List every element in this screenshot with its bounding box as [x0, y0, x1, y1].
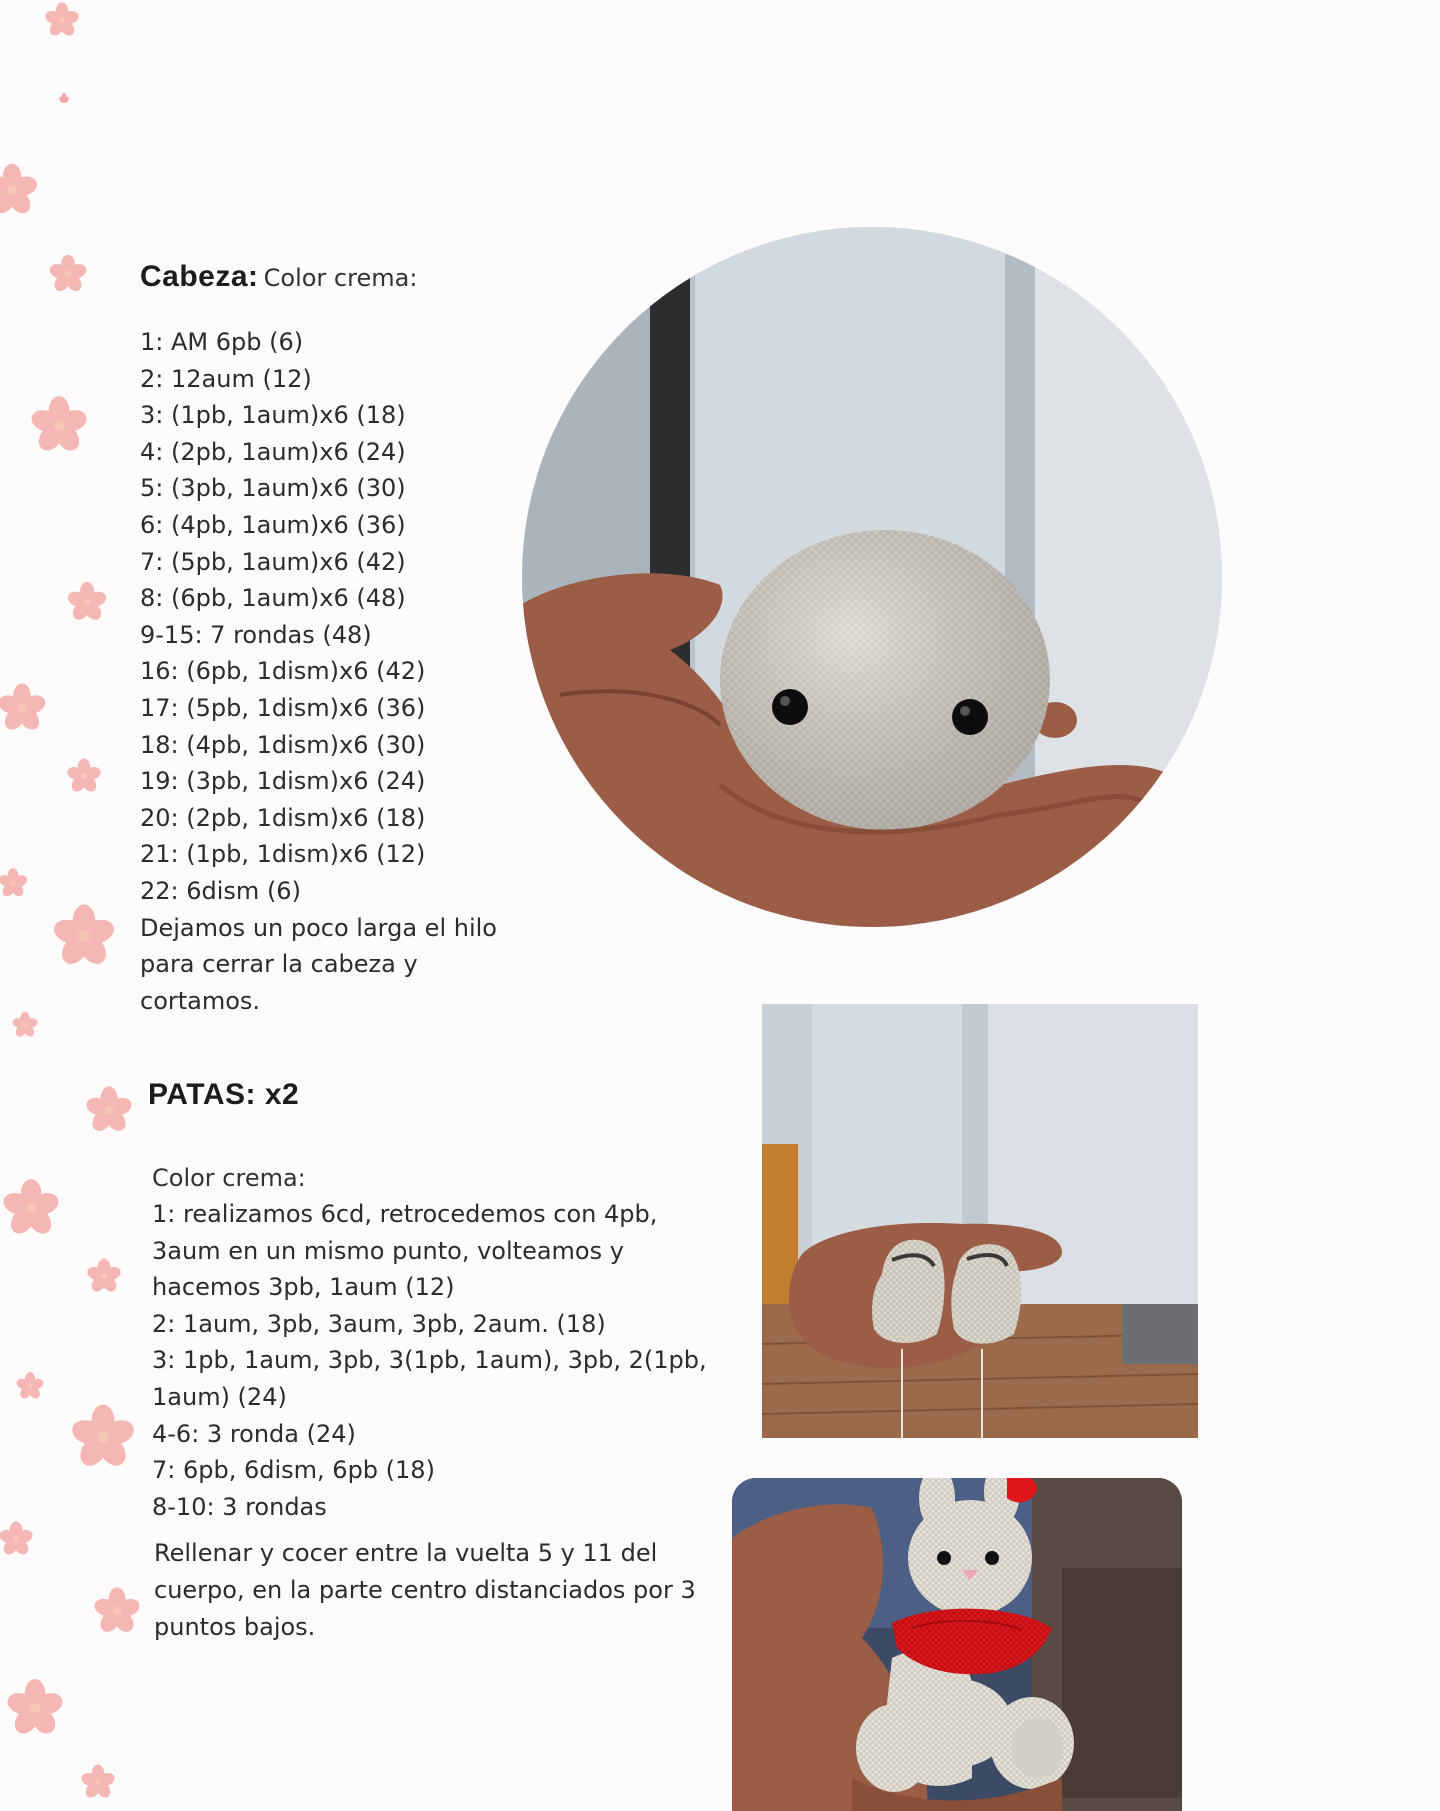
list-item: 22: 6dism (6) [140, 876, 301, 905]
cabeza-subtitle: Color crema: [263, 264, 418, 292]
cabeza-title: Cabeza: [140, 260, 259, 293]
list-item: 8-10: 3 rondas [152, 1492, 327, 1521]
patas-title: PATAS: x2 [148, 1078, 300, 1111]
patas-subtitle: Color crema: [152, 1164, 306, 1192]
patas-steps [148, 1196, 707, 1525]
blossom-icon [0, 160, 42, 220]
list-item: 3: (1pb, 1aum)x6 (18) [140, 401, 406, 430]
blossom-icon [0, 676, 50, 740]
blossom-icon [2, 1672, 68, 1744]
list-item: 7: 6pb, 6dism, 6pb (18) [152, 1456, 435, 1485]
blossom-icon [0, 866, 30, 900]
blossom-icon [30, 0, 94, 40]
blossom-icon [14, 1370, 46, 1402]
cabeza-steps [140, 324, 497, 1019]
blossom-icon [84, 1256, 124, 1296]
patas-final-note [148, 1535, 707, 1645]
blossom-icon [0, 1168, 64, 1248]
blossom-icon [64, 572, 110, 632]
list-item: 21: (1pb, 1dism)x6 (12) [140, 840, 426, 869]
blossom-icon [0, 1514, 36, 1564]
blossom-icon [48, 900, 120, 972]
list-item: 3aum en un mismo punto, volteamos y [152, 1236, 624, 1265]
list-item: 18: (4pb, 1dism)x6 (30) [140, 730, 426, 759]
list-item: 4-6: 3 ronda (24) [152, 1419, 356, 1448]
cabeza-section [140, 260, 497, 1019]
list-item: cortamos. [140, 986, 261, 1015]
list-item: para cerrar la cabeza y [140, 950, 418, 979]
list-item: 4: (2pb, 1aum)x6 (24) [140, 437, 406, 466]
list-item: 20: (2pb, 1dism)x6 (18) [140, 803, 426, 832]
list-item: 9-15: 7 rondas (48) [140, 620, 372, 649]
blossom-icon [58, 92, 70, 104]
blossom-icon [90, 1578, 144, 1644]
bunny-photo [732, 1478, 1182, 1811]
head-photo [520, 225, 1224, 929]
list-item: Rellenar y cocer entre la vuelta 5 y 11 del [154, 1539, 658, 1568]
cabeza-heading [140, 260, 497, 294]
blossom-icon [82, 1076, 136, 1144]
patas-section [148, 1078, 707, 1645]
list-item: 19: (3pb, 1dism)x6 (24) [140, 767, 426, 796]
list-item: hacemos 3pb, 1aum (12) [152, 1273, 455, 1302]
list-item: 2: 1aum, 3pb, 3aum, 3pb, 2aum. (18) [152, 1309, 606, 1338]
list-item: 1: realizamos 6cd, retrocedemos con 4pb, [152, 1200, 658, 1228]
list-item: 1aum) (24) [152, 1382, 287, 1411]
list-item: puntos bajos. [154, 1612, 316, 1641]
blossom-icon [64, 756, 104, 796]
list-item: 16: (6pb, 1dism)x6 (42) [140, 657, 426, 686]
list-item: 5: (3pb, 1aum)x6 (30) [140, 474, 406, 503]
list-item: 8: (6pb, 1aum)x6 (48) [140, 584, 406, 613]
blossom-icon [26, 392, 92, 458]
list-item: 2: 12aum (12) [140, 364, 312, 393]
list-item: cuerpo, en la parte centro distanciados por 3 [154, 1575, 696, 1604]
list-item: 17: (5pb, 1dism)x6 (36) [140, 693, 426, 722]
blossom-icon [46, 252, 90, 296]
list-item: 1: AM 6pb (6) [140, 328, 304, 356]
feet-photo [762, 1004, 1198, 1438]
blossom-icon [10, 1010, 40, 1040]
blossom-icon [78, 1762, 118, 1802]
list-item: Dejamos un poco larga el hilo [140, 913, 497, 942]
list-item: 7: (5pb, 1aum)x6 (42) [140, 547, 406, 576]
list-item: 6: (4pb, 1aum)x6 (36) [140, 510, 406, 539]
blossom-icon [66, 1400, 140, 1474]
list-item: 3: 1pb, 1aum, 3pb, 3(1pb, 1aum), 3pb, 2(1pb, [152, 1346, 707, 1375]
